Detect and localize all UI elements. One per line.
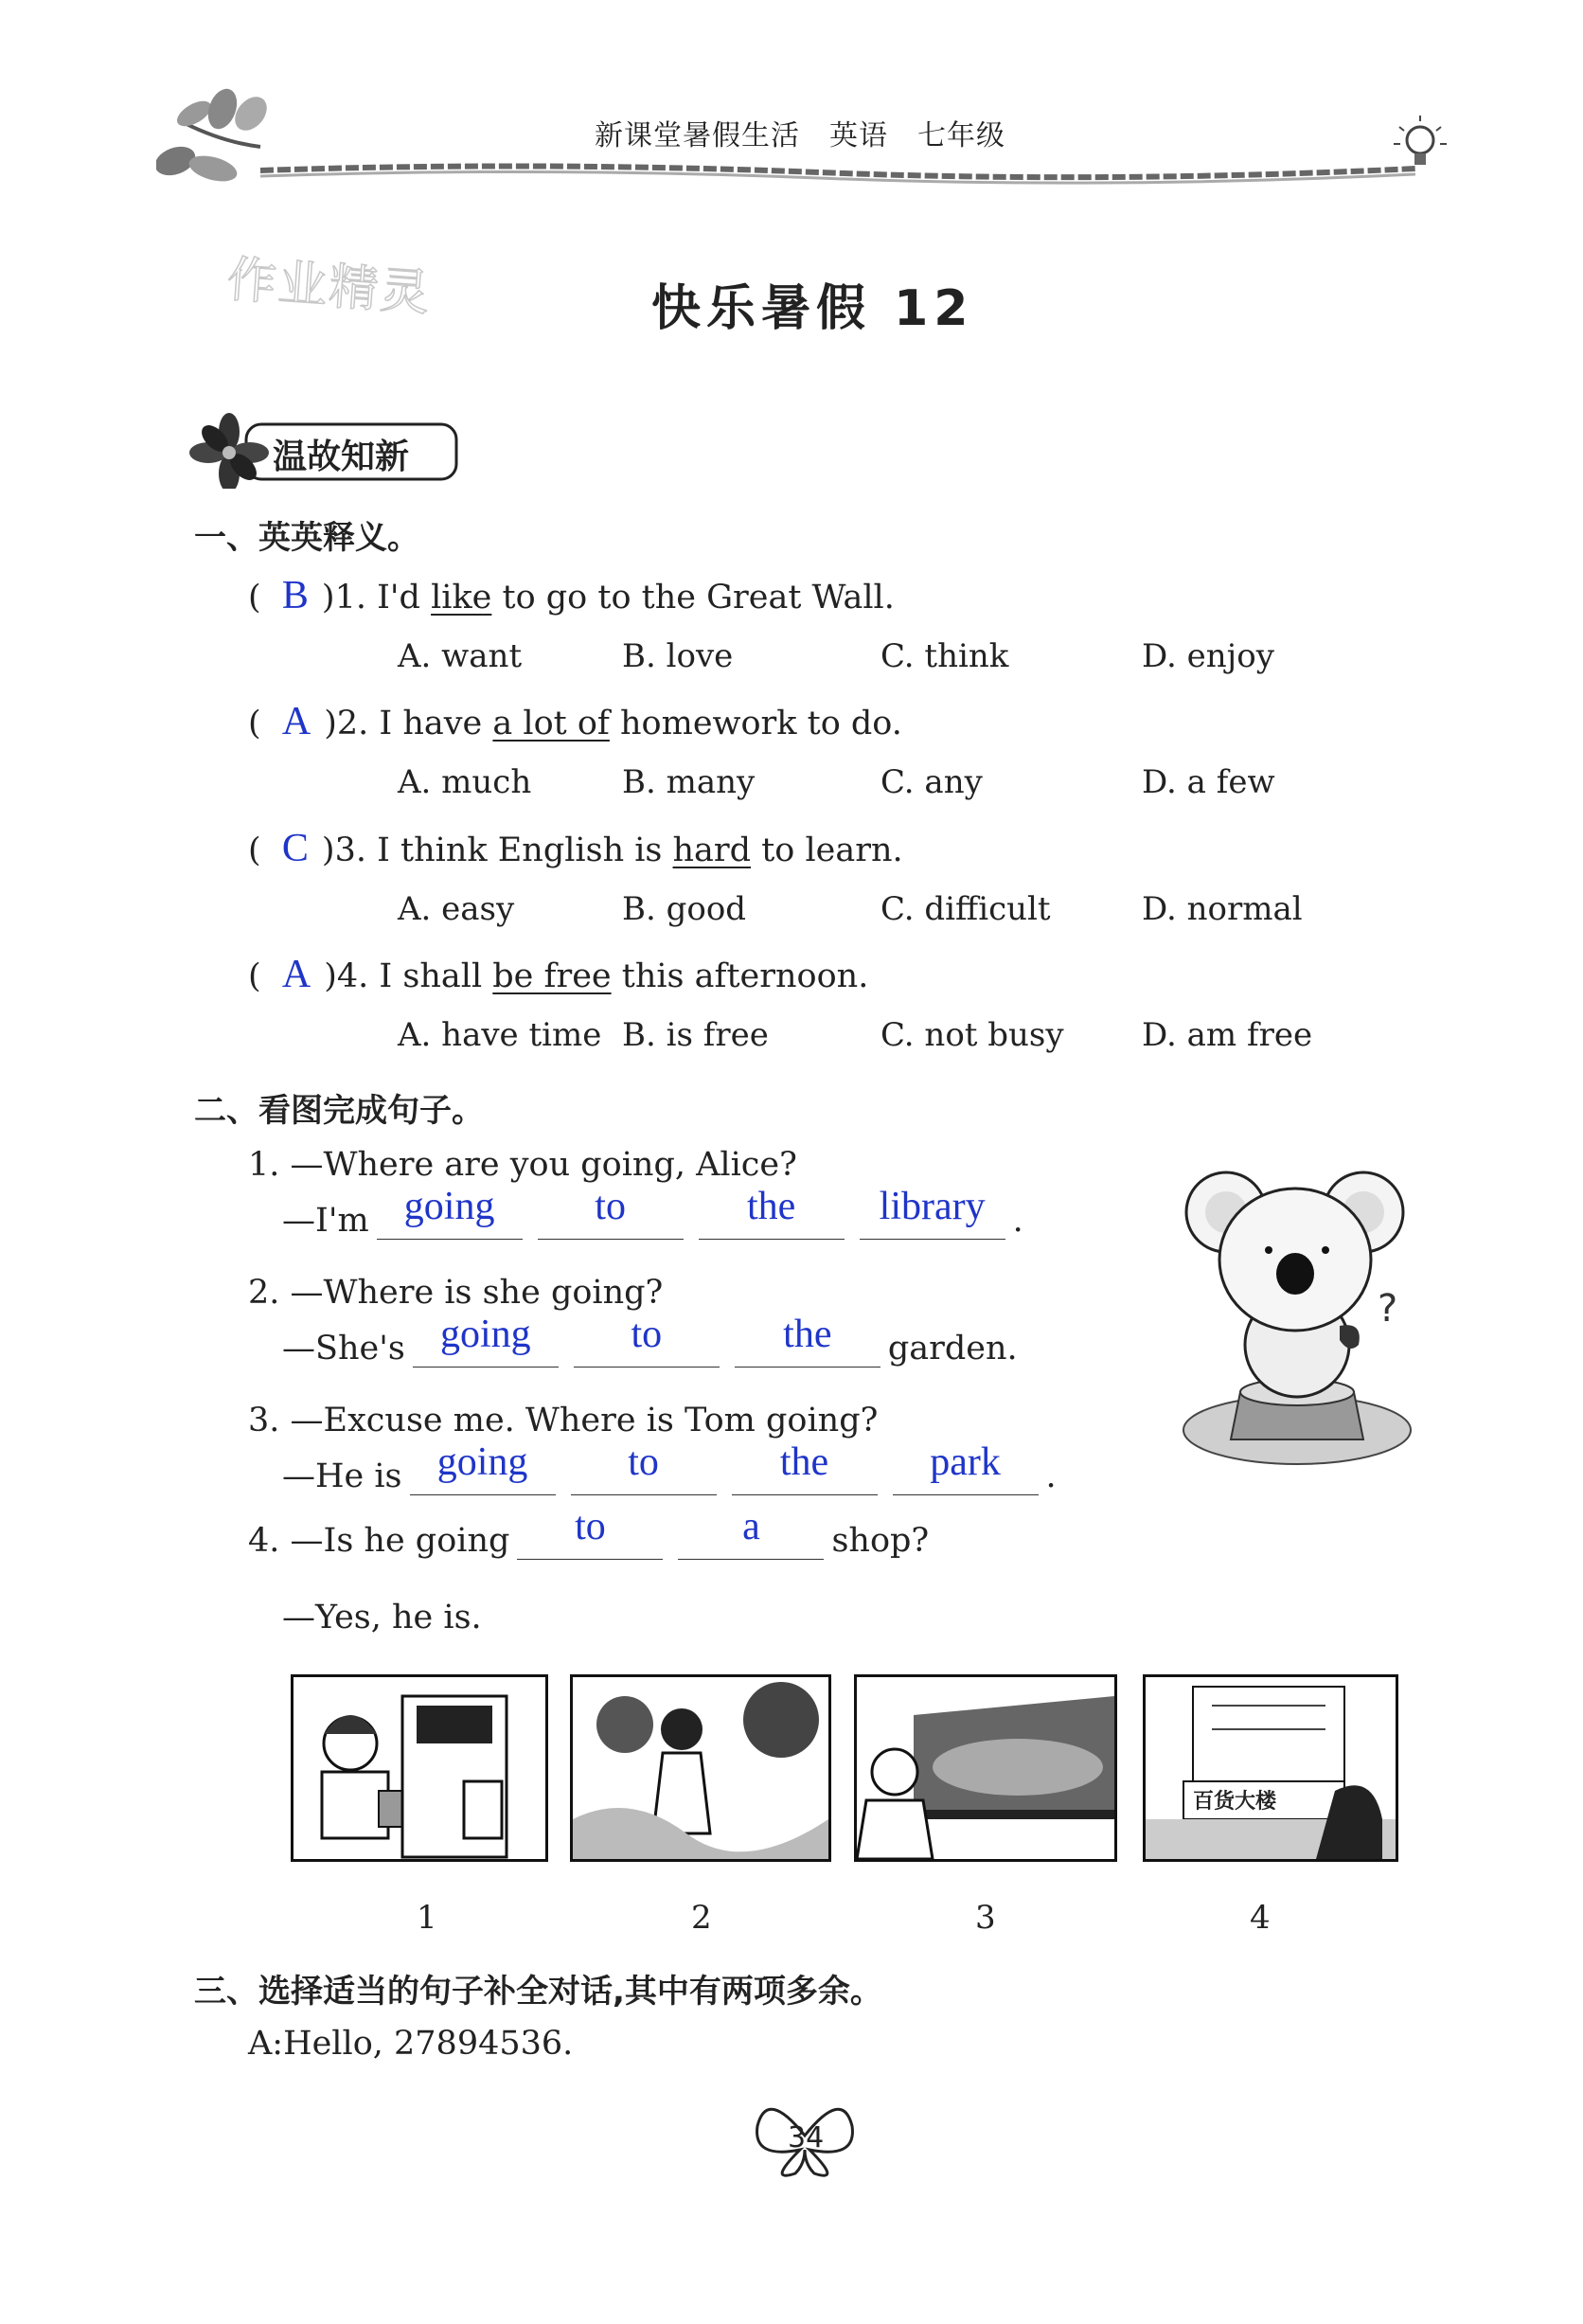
badge-label: 温故知新 bbox=[273, 438, 410, 476]
question-2-option-b: B. many bbox=[622, 763, 756, 801]
question-4 bbox=[248, 952, 868, 997]
store-sign: 百货大楼 bbox=[1193, 1790, 1277, 1814]
section3-line-1: A:Hello, 27894536. bbox=[248, 2025, 574, 2063]
picture-1 bbox=[291, 1674, 548, 1862]
question-3-option-a: A. easy bbox=[398, 890, 515, 928]
s2-q4-blank-2: a bbox=[742, 1505, 760, 1548]
question-3 bbox=[248, 826, 903, 871]
picture-4 bbox=[1143, 1674, 1398, 1862]
question-2-option-d: D. a few bbox=[1142, 763, 1275, 801]
section2-heading: 二、看图完成句子。 bbox=[194, 1092, 484, 1130]
answer-3: C bbox=[281, 827, 309, 870]
paren-open: ( bbox=[248, 579, 282, 617]
s2-q2-question: 2. —Where is she going? bbox=[248, 1274, 664, 1312]
question-4-option-a: A. have time bbox=[398, 1016, 602, 1054]
header-title: 新课堂暑假生活 英语 七年级 bbox=[595, 119, 1005, 152]
s2-q2-suffix: garden. bbox=[887, 1330, 1018, 1368]
answer-4: A bbox=[281, 953, 311, 996]
question-1-option-d: D. enjoy bbox=[1142, 637, 1274, 675]
s2-q3-blank-3: the bbox=[779, 1440, 829, 1484]
question-text-post: this afternoon. bbox=[611, 957, 869, 995]
s2-q4-answer: —Yes, he is. bbox=[282, 1599, 482, 1636]
s2-q4-question-line bbox=[248, 1505, 930, 1560]
underlined-word: like bbox=[431, 579, 492, 617]
s2-q3-answer-line: —He is going to the park . bbox=[282, 1440, 1057, 1495]
s2-q1-blank-2: to bbox=[595, 1185, 626, 1228]
picture-label-2: 2 bbox=[691, 1899, 712, 1937]
section-badge bbox=[189, 413, 464, 489]
paren-open: ( bbox=[248, 705, 282, 742]
s2-q3-blank-1: going bbox=[436, 1440, 528, 1484]
question-text-post: homework to do. bbox=[609, 705, 902, 742]
picture-label-4: 4 bbox=[1250, 1899, 1271, 1937]
page-number: 34 bbox=[788, 2121, 825, 2154]
watermark: 作业精灵 bbox=[224, 251, 434, 323]
s2-q2-prefix: —She's bbox=[282, 1330, 405, 1368]
question-text-pre: )2. I have bbox=[324, 705, 493, 742]
question-1-option-a: A. want bbox=[398, 637, 523, 675]
s2-q1-answer-line: —I'm going to the library . bbox=[282, 1185, 1023, 1240]
question-1-option-c: C. think bbox=[880, 637, 1009, 675]
picture-2 bbox=[570, 1674, 831, 1862]
s2-q1-prefix: —I'm bbox=[282, 1202, 369, 1240]
s2-q3-prefix: —He is bbox=[282, 1457, 402, 1495]
section1-heading: 一、英英释义。 bbox=[194, 519, 419, 557]
underlined-word: a lot of bbox=[492, 705, 610, 742]
picture-label-3: 3 bbox=[975, 1899, 996, 1937]
question-3-option-d: D. normal bbox=[1142, 890, 1303, 928]
s2-q3-question: 3. —Excuse me. Where is Tom going? bbox=[248, 1402, 879, 1439]
page-number-badge bbox=[748, 2093, 862, 2178]
question-4-option-c: C. not busy bbox=[880, 1016, 1064, 1054]
s2-q1-question: 1. —Where are you going, Alice? bbox=[248, 1146, 797, 1184]
s2-q4-blank-1: to bbox=[575, 1505, 606, 1548]
question-4-option-d: D. am free bbox=[1142, 1016, 1313, 1054]
question-text-pre: )1. I'd bbox=[321, 579, 432, 617]
question-text-post: to learn. bbox=[751, 831, 903, 869]
underlined-word: be free bbox=[492, 957, 612, 995]
paren-open: ( bbox=[248, 957, 282, 995]
page-title: 快乐暑假 12 bbox=[651, 280, 974, 337]
question-text-post: to go to the Great Wall. bbox=[491, 579, 895, 617]
question-3-option-b: B. good bbox=[622, 890, 747, 928]
koala-illustration bbox=[1174, 1155, 1420, 1468]
s2-q3-blank-4: park bbox=[930, 1440, 1001, 1484]
svg-text:?: ? bbox=[1378, 1287, 1398, 1331]
s2-q4-prefix: 4. —Is he going bbox=[248, 1522, 510, 1560]
lightbulb-icon bbox=[1392, 114, 1449, 180]
answer-1: B bbox=[281, 574, 309, 617]
question-4-option-b: B. is free bbox=[622, 1016, 769, 1054]
s2-q2-blank-3: the bbox=[783, 1313, 832, 1356]
paren-open: ( bbox=[248, 831, 282, 869]
s2-q2-blank-2: to bbox=[631, 1313, 663, 1356]
s2-q1-blank-3: the bbox=[746, 1185, 796, 1228]
s2-q1-blank-4: library bbox=[879, 1185, 986, 1228]
picture-3 bbox=[854, 1674, 1117, 1862]
s2-q2-answer-line bbox=[282, 1313, 1018, 1368]
picture-label-1: 1 bbox=[417, 1899, 437, 1937]
underlined-word: hard bbox=[672, 831, 752, 869]
section3-heading: 三、选择适当的句子补全对话,其中有两项多余。 bbox=[194, 1973, 882, 2011]
s2-q2-blank-1: going bbox=[439, 1313, 531, 1356]
s2-q4-suffix: shop? bbox=[831, 1522, 930, 1560]
question-1-option-b: B. love bbox=[622, 637, 734, 675]
question-text-pre: )3. I think English is bbox=[321, 831, 673, 869]
question-1 bbox=[248, 573, 895, 618]
question-2 bbox=[248, 699, 902, 744]
question-3-option-c: C. difficult bbox=[880, 890, 1051, 928]
question-text-pre: )4. I shall bbox=[324, 957, 493, 995]
s2-q1-blank-1: going bbox=[403, 1185, 495, 1228]
question-2-option-c: C. any bbox=[880, 763, 983, 801]
answer-2: A bbox=[281, 700, 311, 743]
s2-q3-blank-2: to bbox=[628, 1440, 659, 1484]
question-2-option-a: A. much bbox=[398, 763, 532, 801]
